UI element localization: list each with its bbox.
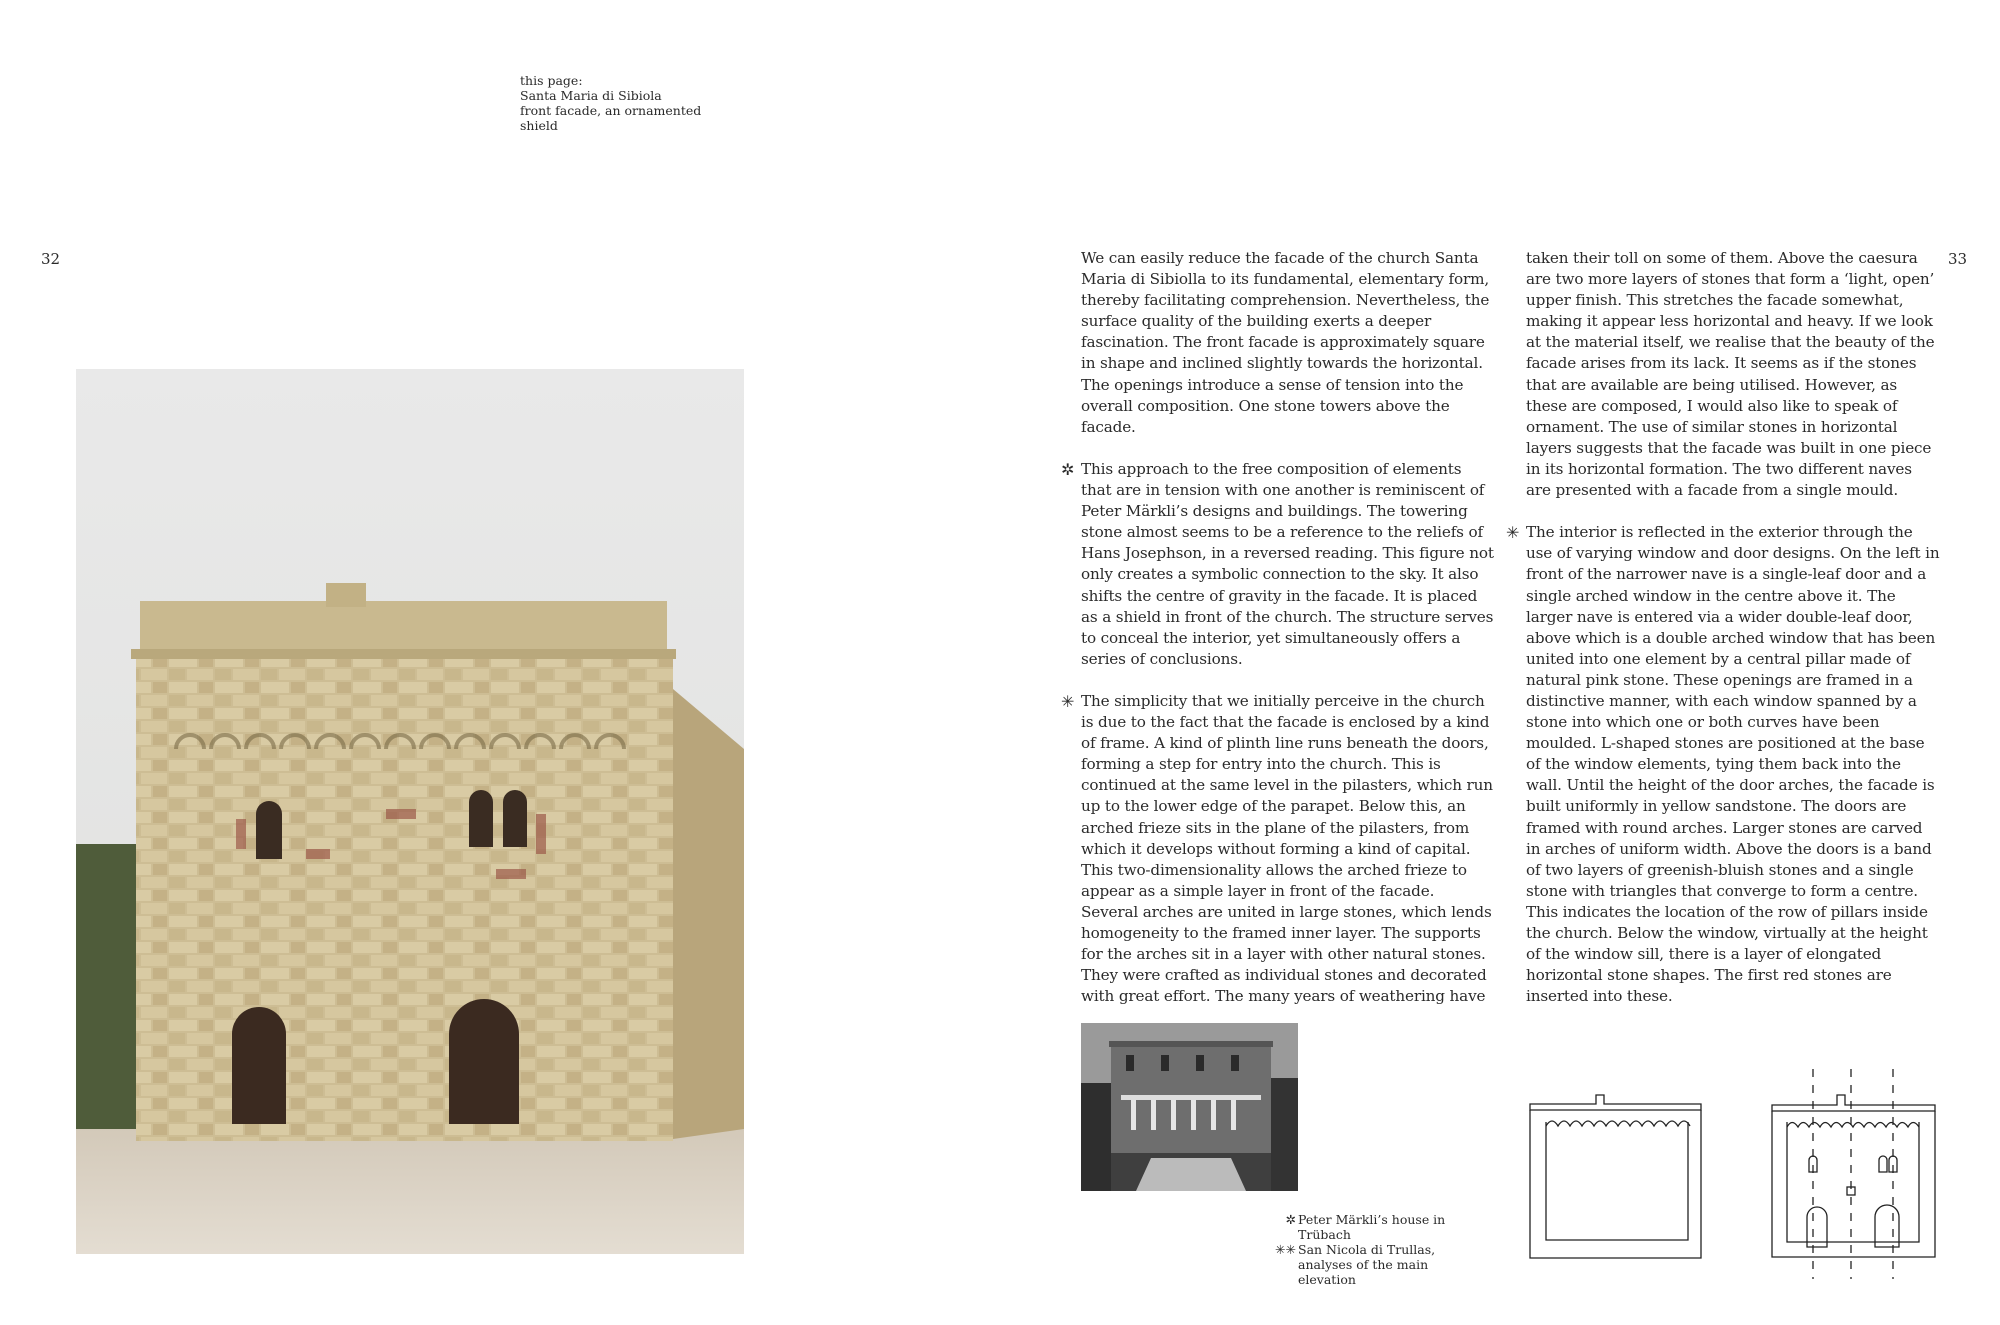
figure-caption: ✲ Peter Märkli’s house in Trübach ✳✳ San Nicola di Trullas, analyses of the main elevation [1240, 1212, 1490, 1287]
paragraph: ✳ The simplicity that we initially perceive in the church is due to the fact that the facade is enclosed by a kind of frame. A kind of plinth line runs beneath the doors, forming a step for entry into the church. This is continued at the same level in the pilasters, which run up to the lower edge of the parapet. Below this, an arched frieze sits in the plane of the pilasters, from which it develops without forming a kind of capital. This two-dimensionality allows the arched frieze to appear as a simple layer in front of the facade. Several arches are united in large stones, which lends homogeneity to the framed inner layer. The supports for the arches sit in a layer with other natural stones. They were crafted as individual stones and decorated with great effort. The many years of weathering have [1061, 691, 1493, 1006]
asterisk-icon: ✳ [1506, 523, 1520, 543]
text-column-1 [1061, 248, 1496, 1028]
asterisk-icon: ✲ [1285, 1212, 1296, 1227]
elevation-sketch-1 [1526, 1090, 1706, 1265]
paragraph: ✲ This approach to the free composition of elements that are in tension with one another is reminiscent of Peter Märkli’s designs and buildings. The towering stone almost seems to be a reference to the reliefs of Hans Josephson, in a reversed reading. This figure not only creates a symbolic connection to the sky. It also shifts the centre of gravity in the facade. It is placed as a shield in front of the church. The structure serves to conceal the interior, yet simultaneously offers a series of conclusions. [1061, 459, 1494, 668]
photo-caption: this page: Santa Maria di Sibiola front facade, an ornamented shield [520, 73, 702, 133]
asterisk-icon: ✳✳ [1275, 1242, 1296, 1257]
church-photo [76, 369, 744, 1254]
paragraph: We can easily reduce the facade of the church Santa Maria di Sibiolla to its fundamental, elementary form, thereby facilitating comprehension. Nevertheless, the surface quality of the building exerts a deeper fascination. The front facade is approximately square in shape and inclined slightly towards the horizontal. The openings introduce a sense of tension into the overall composition. One stone towers above the facade. [1081, 249, 1490, 436]
asterisk-icon: ✳ [1061, 691, 1075, 711]
page-number-left: 32 [41, 250, 61, 268]
elevation-sketch-2 [1767, 1067, 1939, 1282]
paragraph: taken their toll on some of them. Above the caesura are two more layers of stones that form a ‘light, open’ upper finish. This stretches the facade somewhat, making it appear less horizontal and heavy. If we look at the material itself, we realise that the beauty of the facade arises from its lack. It seems as if the stones that are available are being utilised. However, as these are composed, I would also like to speak of ornament. The use of similar stones in horizontal layers suggests that the facade was built in one piece in its horizontal formation. The two different naves are presented with a facade from a single mould. [1526, 249, 1935, 500]
page-number-right: 33 [1948, 250, 1968, 268]
text-column-2 [1506, 248, 1941, 1028]
house-photo [1081, 1023, 1298, 1191]
paragraph: ✳ The interior is reflected in the exterior through the use of varying window and door designs. On the left in front of the narrower nave is a single-leaf door and a single arched window in the centre above it. The larger nave is entered via a wider double-leaf door, above which is a double arched window that has been united into one element by a central pillar made of natural pink stone. These openings are framed in a distinctive manner, with each window spanned by a stone into which one or both curves have been moulded. L-shaped stones are positioned at the base of the window elements, tying them back into the wall. Until the height of the door arches, the facade is built uniformly in yellow sandstone. The doors are framed with round arches. Larger stones are carved in arches of uniform width. Above the doors is a band of two layers of greenish-bluish stones and a single stone with triangles that converge to form a centre. This indicates the location of the row of pillars inside the church. Below the window, virtually at the height of the window sill, there is a layer of elongated horizontal stone shapes. The first red stones are inserted into these. [1506, 523, 1940, 1006]
asterisk-icon: ✲ [1061, 459, 1075, 479]
